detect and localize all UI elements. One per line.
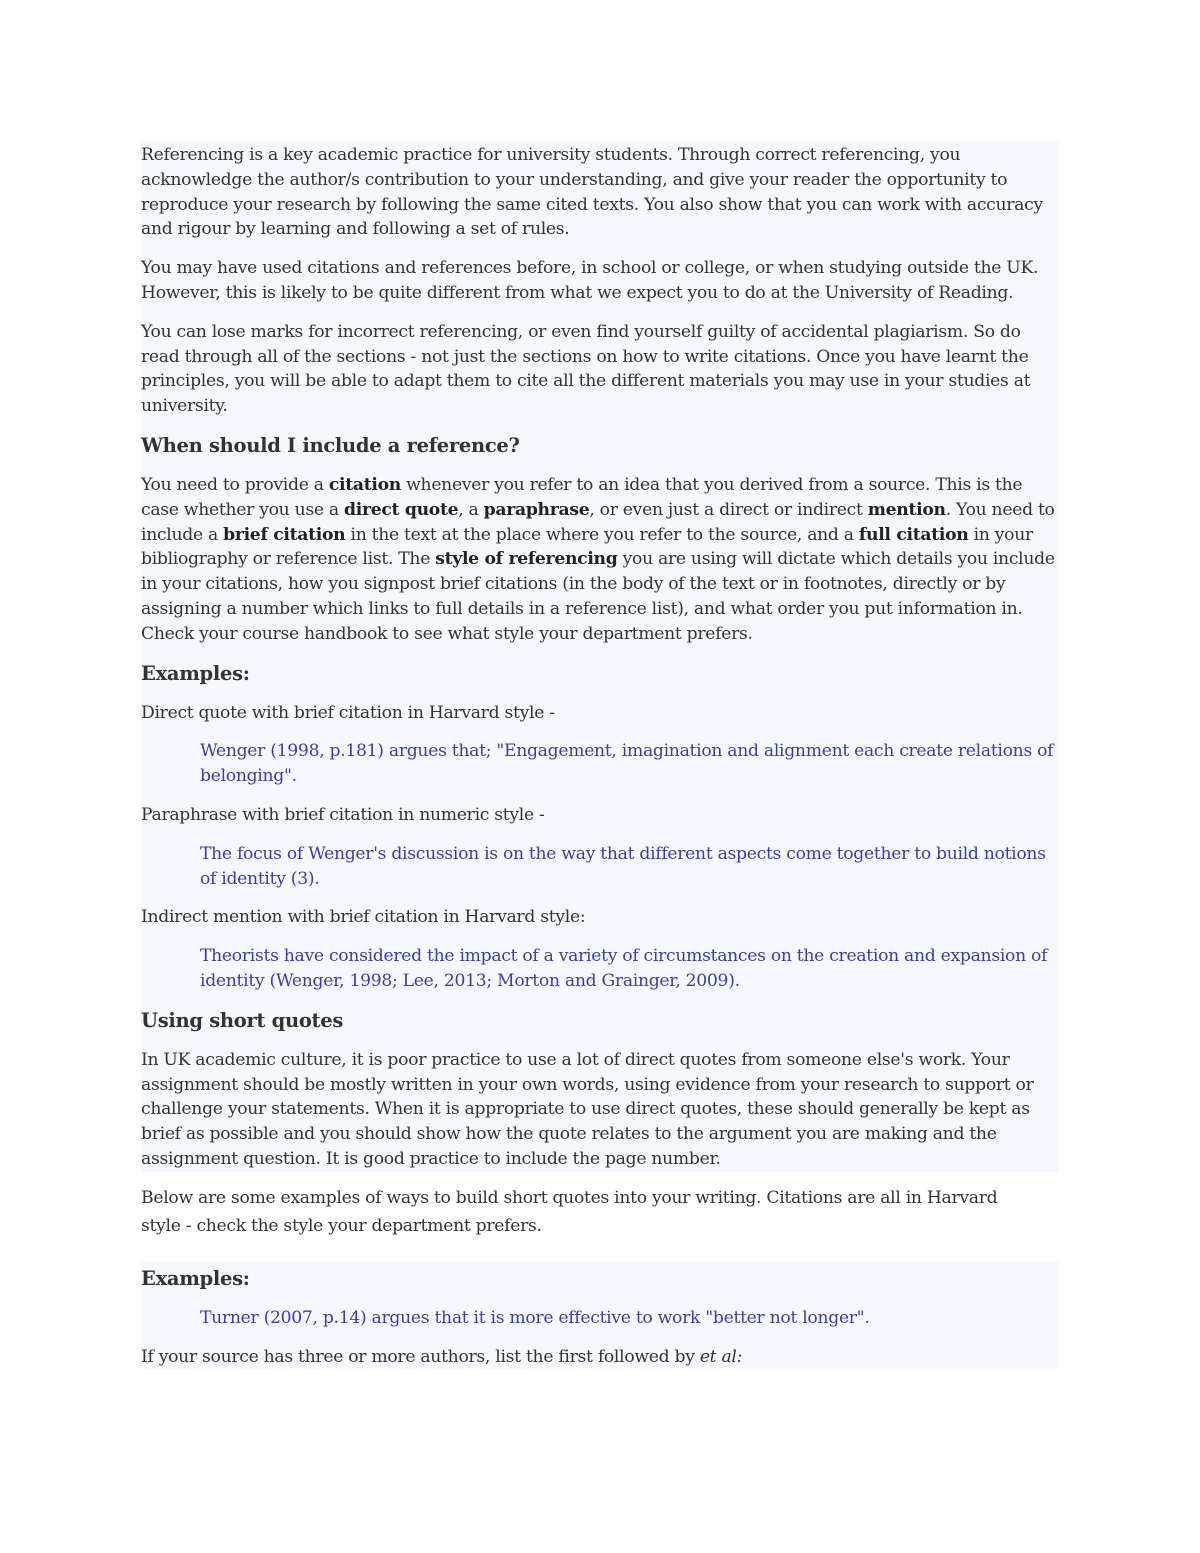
intro-paragraph-3: You can lose marks for incorrect referencing, or even find yourself guilty of accidental plagiarism. So do read through all of the sections - not just the sections on how to write citations. Once you have learnt the principles, you will be able to adapt them to cite all the different materials you may use in your studies at university.	[141, 321, 1031, 417]
document-body	[141, 141, 1059, 1369]
term-direct-quote: direct quote	[344, 499, 459, 520]
when-text-4: , or even just a direct or indirect	[589, 499, 868, 520]
when-text-3: , a	[458, 499, 484, 520]
example-label-1: Direct quote with brief citation in Harvard style -	[141, 702, 555, 723]
example-label-2: Paraphrase with brief citation in numeric style -	[141, 804, 545, 825]
example-quote-3: Theorists have considered the impact of a variety of circumstances on the creation and expansion of identity (Wenger, 1998; Lee, 2013; Morton and Grainger, 2009).	[200, 946, 1048, 991]
examples-section-2	[141, 1262, 1059, 1370]
examples-heading-1: Examples:	[141, 661, 250, 685]
when-heading: When should I include a reference?	[141, 433, 520, 457]
intro-section	[141, 141, 1059, 1172]
et-al-label	[141, 1345, 1059, 1370]
et-al-text: If your source has three or more authors, list the first followed by	[141, 1346, 700, 1367]
when-text-5: . You need to include a	[141, 499, 1055, 545]
example-quote-turner: Turner (2007, p.14) argues that it is more effective to work "better not longer".	[200, 1307, 870, 1328]
term-brief-citation: brief citation	[223, 524, 346, 545]
intro-paragraph-2: You may have used citations and references before, in school or college, or when studying outside the UK. However, this is likely to be quite different from what we expect you to do at the University of Reading.	[141, 258, 1039, 303]
example-quote-1: Wenger (1998, p.181) argues that; "Engagement, imagination and alignment each create relations of belonging".	[200, 741, 1054, 787]
when-text-1: You need to provide a	[141, 474, 329, 495]
example-quote-2: The focus of Wenger's discussion is on the way that different aspects come together to build notions of identity (3).	[200, 843, 1046, 889]
term-citation: citation	[328, 474, 401, 495]
intro-paragraph-1: Referencing is a key academic practice for university students. Through correct referencing, you acknowledge the author/s contribution to your understanding, and give your reader the opportunity to reproduce your research by following the same cited texts. You also show that you can work with accuracy and rigour by learning and following a set of rules.	[141, 145, 1043, 240]
short-quotes-paragraph-1: In UK academic culture, it is poor practice to use a lot of direct quotes from someone else's work. Your assignment should be mostly written in your own words, using evidence from your research to support or challenge your statements. When it is appropriate to use direct quotes, these should generally be kept as brief as possible and you should show how the quote relates to the argument you are making and the assignment question. It is good practice to include the page number.	[141, 1049, 1034, 1169]
et-al-italic: et al:	[699, 1346, 743, 1367]
when-paragraph	[141, 473, 1059, 647]
short-quotes-heading: Using short quotes	[141, 1008, 344, 1032]
when-text-8: you are using will dictate which details you include in your citations, how you signpost brief citations (in the body of the text or in footnotes, directly or by assigning a number which links to full details in a reference list), and what order you put information in. Check your course handbook to see what style your department prefers.	[141, 549, 1055, 644]
short-quotes-paragraph-2: Below are some examples of ways to build short quotes into your writing. Citations are all in Harvard style - check the style your department prefers.	[141, 1187, 998, 1236]
term-paraphrase: paraphrase	[483, 499, 590, 520]
term-mention: mention	[867, 499, 946, 520]
term-full-citation: full citation	[858, 524, 969, 545]
term-style-of-referencing: style of referencing	[435, 549, 618, 570]
examples-heading-2: Examples:	[141, 1266, 250, 1290]
when-text-7: in your bibliography or reference list. The	[141, 524, 1033, 570]
when-text-2: whenever you refer to an idea that you derived from a source. This is the case whether you use a	[141, 474, 1023, 520]
when-text-6: in the text at the place where you refer to the source, and a	[345, 524, 859, 545]
example-label-3: Indirect mention with brief citation in Harvard style:	[141, 907, 586, 928]
